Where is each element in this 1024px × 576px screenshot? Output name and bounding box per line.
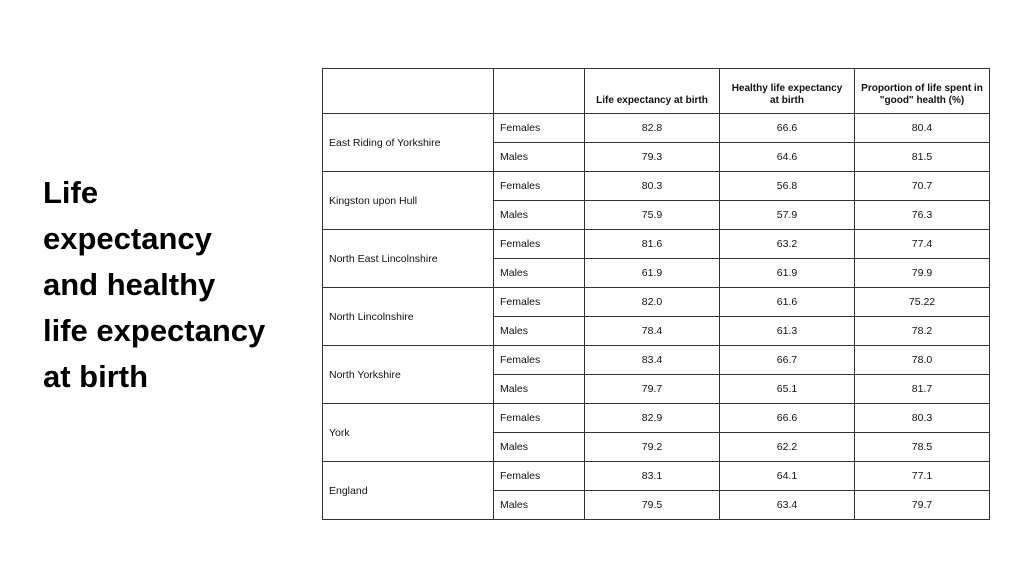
sex-cell: Males xyxy=(494,143,585,172)
good-health-proportion-cell: 76.3 xyxy=(855,201,990,230)
title-line: and healthy xyxy=(43,267,216,302)
sex-cell: Females xyxy=(494,114,585,143)
sex-cell: Males xyxy=(494,259,585,288)
good-health-proportion-cell: 77.1 xyxy=(855,462,990,491)
header-sex xyxy=(494,69,585,114)
sex-cell: Females xyxy=(494,172,585,201)
slide-title xyxy=(43,170,318,400)
life-expectancy-cell: 81.6 xyxy=(585,230,720,259)
healthy-life-expectancy-cell: 61.3 xyxy=(720,317,855,346)
life-expectancy-cell: 75.9 xyxy=(585,201,720,230)
healthy-life-expectancy-cell: 63.4 xyxy=(720,491,855,520)
good-health-proportion-cell: 78.0 xyxy=(855,346,990,375)
table-row xyxy=(323,114,990,143)
healthy-life-expectancy-cell: 62.2 xyxy=(720,433,855,462)
good-health-proportion-cell: 78.5 xyxy=(855,433,990,462)
good-health-proportion-cell: 79.9 xyxy=(855,259,990,288)
region-name: North Lincolnshire xyxy=(323,288,494,346)
life-expectancy-cell: 80.3 xyxy=(585,172,720,201)
header-life-expectancy: Life expectancy at birth xyxy=(585,69,720,114)
sex-cell: Males xyxy=(494,317,585,346)
sex-cell: Males xyxy=(494,491,585,520)
sex-cell: Females xyxy=(494,462,585,491)
life-expectancy-cell: 79.7 xyxy=(585,375,720,404)
life-expectancy-cell: 79.5 xyxy=(585,491,720,520)
table-row xyxy=(323,172,990,201)
good-health-proportion-cell: 77.4 xyxy=(855,230,990,259)
sex-cell: Females xyxy=(494,230,585,259)
sex-cell: Females xyxy=(494,346,585,375)
region-name: England xyxy=(323,462,494,520)
good-health-proportion-cell: 81.7 xyxy=(855,375,990,404)
table-row xyxy=(323,462,990,491)
sex-cell: Females xyxy=(494,288,585,317)
good-health-proportion-cell: 80.3 xyxy=(855,404,990,433)
table-row xyxy=(323,230,990,259)
healthy-life-expectancy-cell: 61.9 xyxy=(720,259,855,288)
header-proportion-good-health: Proportion of life spent in "good" health (%) xyxy=(855,69,990,114)
sex-cell: Males xyxy=(494,201,585,230)
sex-cell: Males xyxy=(494,433,585,462)
title-line: at birth xyxy=(43,359,149,394)
region-name: Kingston upon Hull xyxy=(323,172,494,230)
good-health-proportion-cell: 78.2 xyxy=(855,317,990,346)
region-name: North East Lincolnshire xyxy=(323,230,494,288)
healthy-life-expectancy-cell: 56.8 xyxy=(720,172,855,201)
region-name: North Yorkshire xyxy=(323,346,494,404)
region-name: East Riding of Yorkshire xyxy=(323,114,494,172)
life-expectancy-cell: 79.3 xyxy=(585,143,720,172)
life-expectancy-table xyxy=(322,68,990,520)
life-expectancy-cell: 83.1 xyxy=(585,462,720,491)
table-row xyxy=(323,288,990,317)
table-row xyxy=(323,404,990,433)
title-line: expectancy xyxy=(43,221,212,256)
life-expectancy-cell: 82.9 xyxy=(585,404,720,433)
healthy-life-expectancy-cell: 66.7 xyxy=(720,346,855,375)
good-health-proportion-cell: 80.4 xyxy=(855,114,990,143)
title-line: Life xyxy=(43,175,99,210)
life-expectancy-cell: 82.8 xyxy=(585,114,720,143)
healthy-life-expectancy-cell: 57.9 xyxy=(720,201,855,230)
healthy-life-expectancy-cell: 65.1 xyxy=(720,375,855,404)
life-expectancy-cell: 82.0 xyxy=(585,288,720,317)
healthy-life-expectancy-cell: 66.6 xyxy=(720,404,855,433)
region-name: York xyxy=(323,404,494,462)
good-health-proportion-cell: 81.5 xyxy=(855,143,990,172)
life-expectancy-cell: 79.2 xyxy=(585,433,720,462)
header-healthy-life-expectancy: Healthy life expectancy at birth xyxy=(720,69,855,114)
life-expectancy-cell: 83.4 xyxy=(585,346,720,375)
sex-cell: Males xyxy=(494,375,585,404)
table-row xyxy=(323,346,990,375)
healthy-life-expectancy-cell: 64.1 xyxy=(720,462,855,491)
healthy-life-expectancy-cell: 63.2 xyxy=(720,230,855,259)
sex-cell: Females xyxy=(494,404,585,433)
healthy-life-expectancy-cell: 61.6 xyxy=(720,288,855,317)
table-header-row xyxy=(323,69,990,114)
header-region xyxy=(323,69,494,114)
life-expectancy-cell: 61.9 xyxy=(585,259,720,288)
good-health-proportion-cell: 70.7 xyxy=(855,172,990,201)
good-health-proportion-cell: 75.22 xyxy=(855,288,990,317)
title-line: life expectancy xyxy=(43,313,266,348)
life-expectancy-cell: 78.4 xyxy=(585,317,720,346)
healthy-life-expectancy-cell: 64.6 xyxy=(720,143,855,172)
healthy-life-expectancy-cell: 66.6 xyxy=(720,114,855,143)
good-health-proportion-cell: 79.7 xyxy=(855,491,990,520)
